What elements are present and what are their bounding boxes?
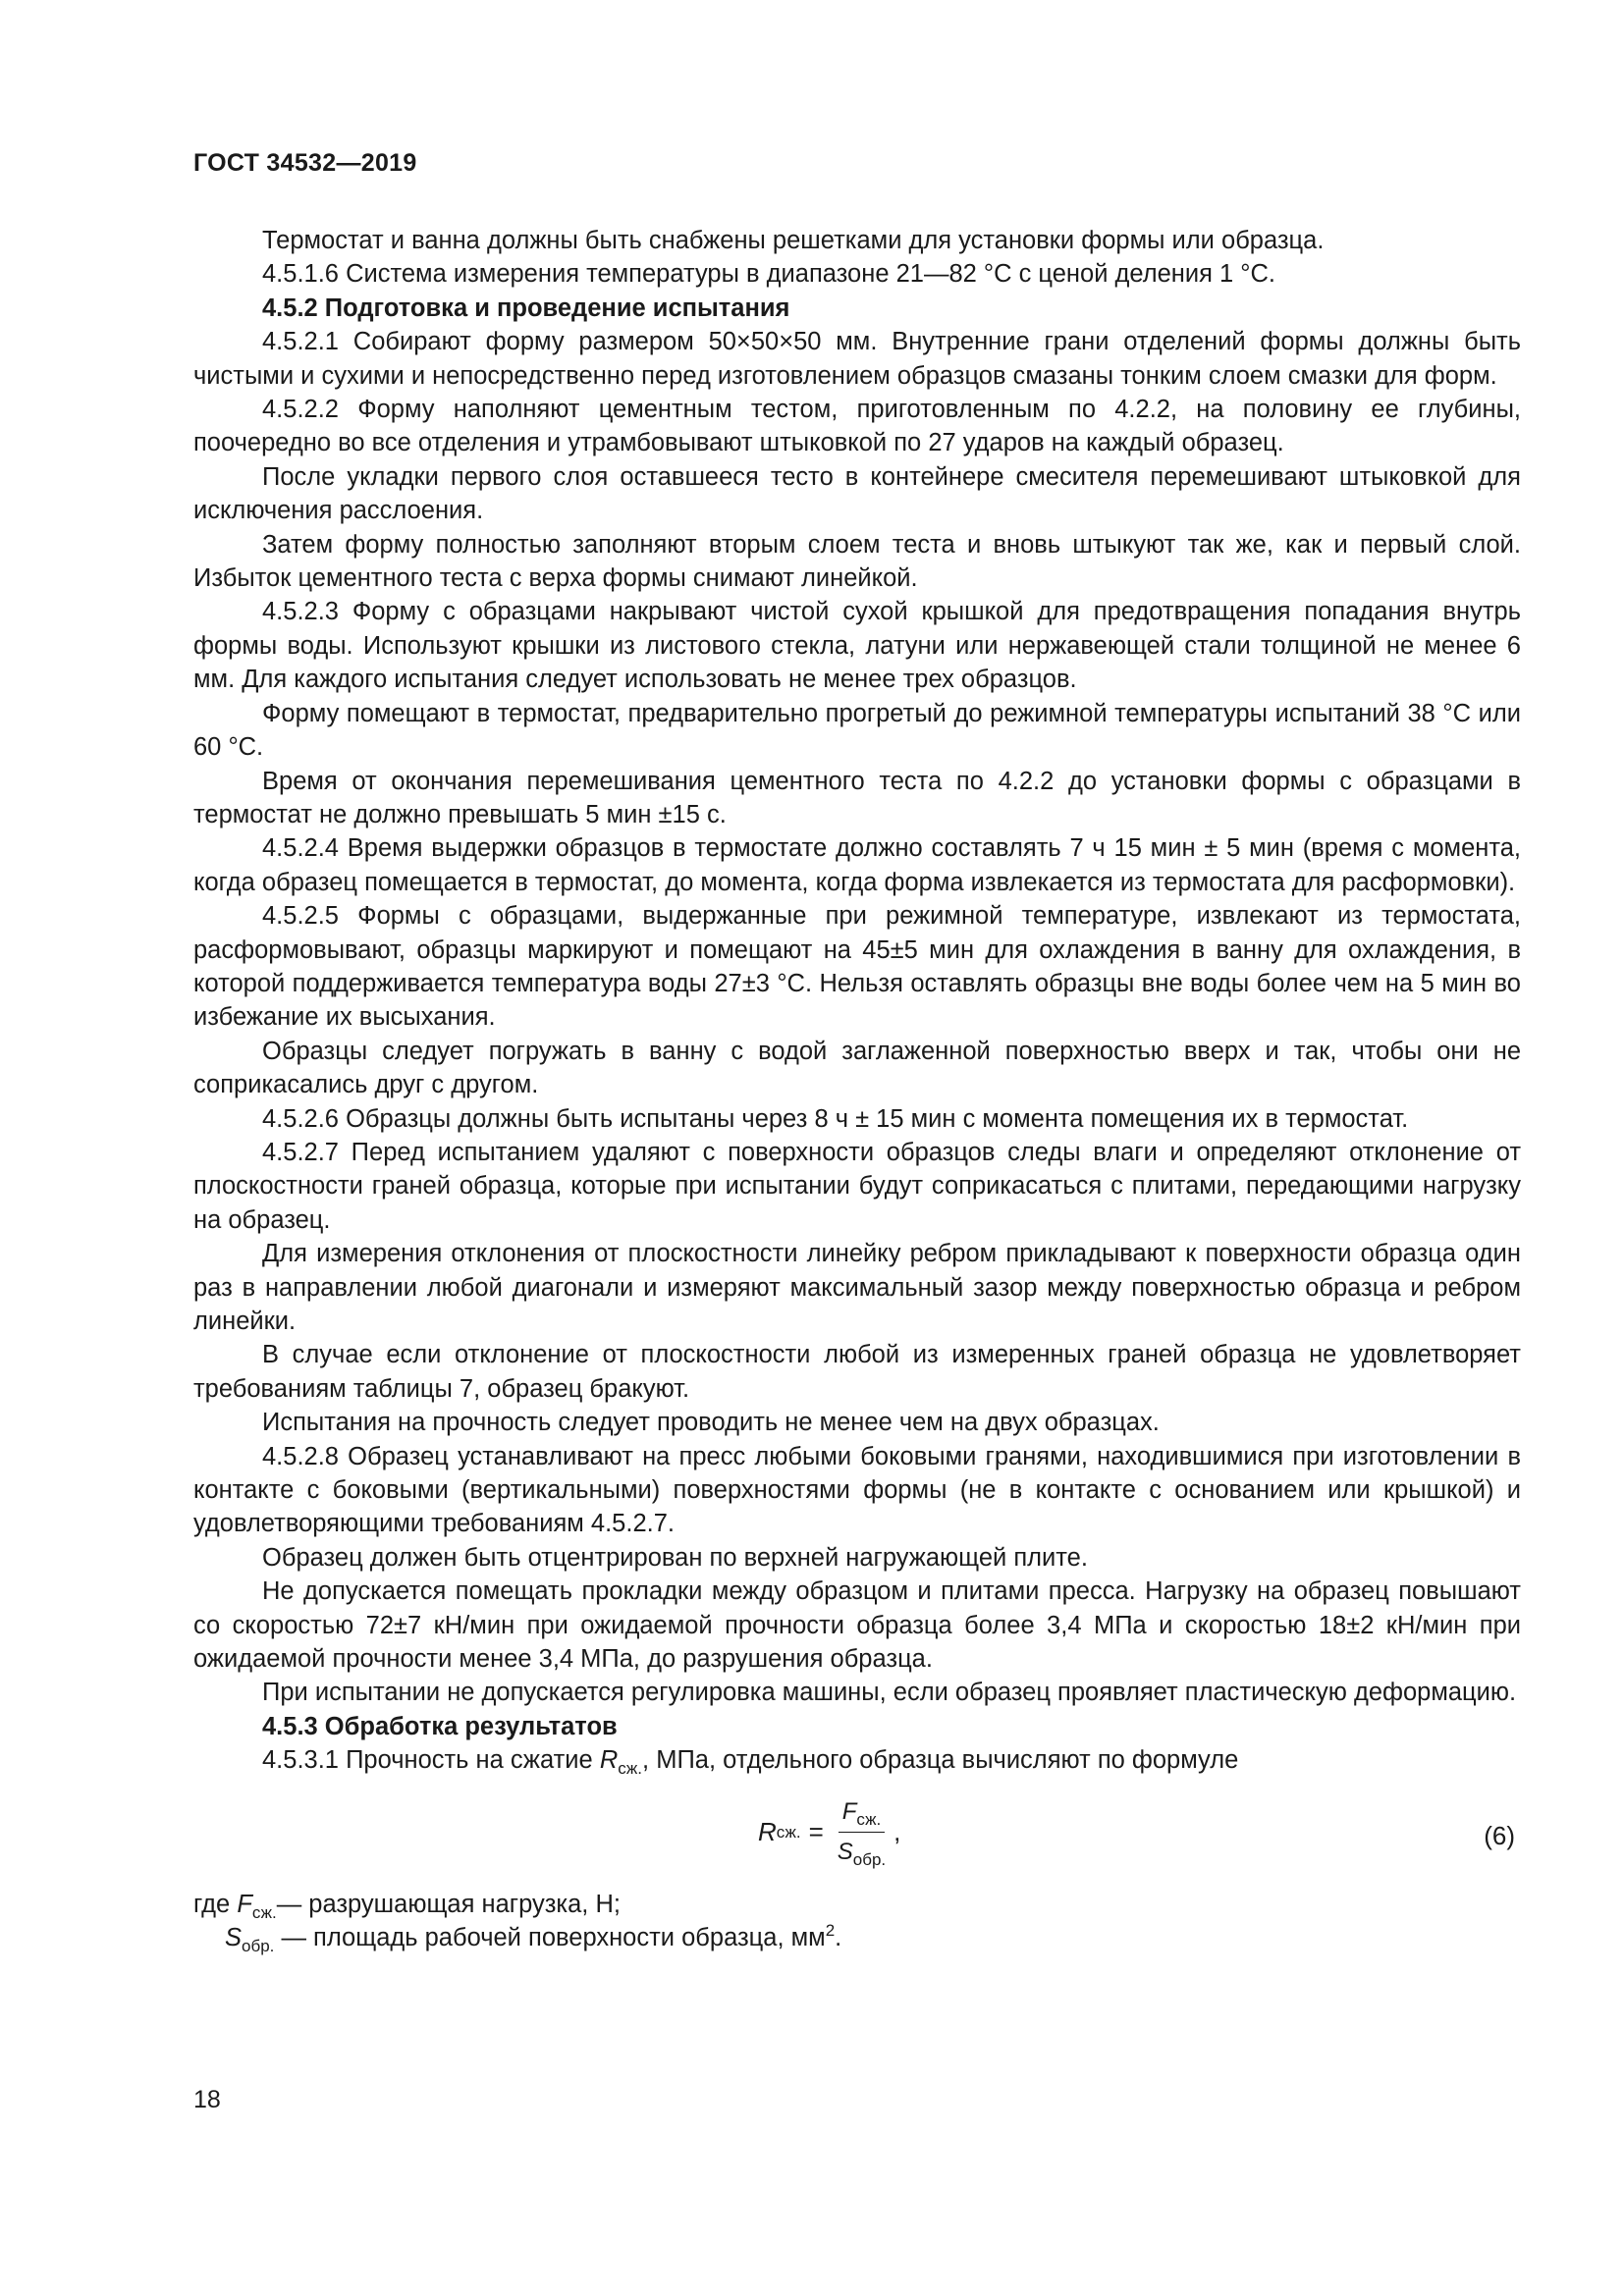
clause-4-5-2-7: 4.5.2.7 Перед испытанием удаляют с поверхности образцов следы влаги и определяют отклонение от плоскостности граней образца, которые при испытании будут соприкасаться с плитами, передающими нагрузку на образец. (193, 1138, 1521, 1234)
denominator-symbol: S (837, 1839, 853, 1866)
paragraph: Форму помещают в термостат, предварительно прогретый до режимной температуры испытаний 38 °С или 60 °С. (193, 699, 1521, 762)
page-number: 18 (193, 2086, 221, 2113)
where-line-force (193, 1888, 1521, 1921)
formula-expression: R сж. = $\frac{F_{сж.}}{S_{обр.}}$ , (758, 1795, 900, 1870)
denominator-sub: обр. (852, 1850, 887, 1870)
document-body (193, 224, 1521, 1955)
clause-4-5-3-1 (193, 1743, 1521, 1777)
section-heading-4-5-3: 4.5.3 Обработка результатов (262, 1712, 618, 1740)
clause-4-5-2-1: 4.5.2.1 Собирают форму размером 50×50×50 мм. Внутренние грани отделений формы должны быть чистыми и сухими и непосредственно перед изготовлением образцов смазаны тонким слоем смазки для форм. (193, 328, 1521, 390)
fraction (834, 1795, 890, 1870)
paragraph: Термостат и ванна должны быть снабжены решетками для установки формы или образца. (262, 227, 1325, 254)
numerator-symbol: F (841, 1797, 857, 1825)
clause-4-5-1-6: 4.5.1.6 Система измерения температуры в диапазоне 21—82 °С с ценой деления 1 °С. (262, 260, 1275, 289)
paragraph: Время от окончания перемешивания цементного теста по 4.2.2 до установки формы с образцами в термостат не должно превышать 5 мин ±15 с. (193, 767, 1521, 828)
clause-4-5-2-6: 4.5.2.6 Образцы должны быть испытаны через 8 ч ± 15 мин с момента помещения их в термостат. (262, 1104, 1409, 1133)
symbol-f: F (237, 1890, 252, 1918)
clause-4-5-2-5: 4.5.2.5 Формы с образцами, выдержанные при режимной температуре, извлекают из термостата, расформовывают, образцы маркируют и помещают на 45±5 мин для охлаждения в ванну для охлаждения, в которой поддерживается температура воды 27±3 °С. Нельзя оставлять образцы вне воды более чем на 5 мин во избежание их высыхания. (193, 902, 1521, 1032)
equation-number: (6) (1484, 1820, 1515, 1850)
where-line-area (193, 1921, 1521, 1954)
paragraph: Не допускается помещать прокладки между образцом и плитами пресса. Нагрузку на образец повышают со скоростью 72±7 кН/мин при ожидаемой прочности образца более 3,4 МПа и скоростью 18±2 кН/мин при ожидаемой прочности менее 3,4 МПа, до разрушения образца. (193, 1577, 1521, 1674)
paragraph: При испытании не допускается регулировка машины, если образец проявляет пластическую деформацию. (262, 1679, 1517, 1707)
formula-6 (193, 1778, 1521, 1888)
paragraph: Образцы следует погружать в ванну с водой заглаженной поверхностью вверх и так, чтобы они не соприкасались друг с другом. (193, 1037, 1521, 1099)
superscript: 2 (825, 1921, 836, 1941)
section-heading-4-5-2: 4.5.2 Подготовка и проведение испытания (262, 294, 790, 322)
subscript: сж. (618, 1759, 643, 1779)
subscript: обр. (242, 1937, 275, 1956)
formula-lhs: R (758, 1817, 777, 1847)
clause-4-5-2-8: 4.5.2.8 Образец устанавливают на пресс любыми боковыми гранями, находившимися при изготовлении в контакте с боковыми (вертикальными) поверхностями формы (не в контакте с основанием или крышкой) и удовлетворяющими требованиям 4.5.2.7. (193, 1442, 1521, 1538)
clause-4-5-2-2: 4.5.2.2 Форму наполняют цементным тестом, приготовленным по 4.2.2, на половину ее глубины, поочередно во все отделения и утрамбовывают штыковкой по 27 ударов на каждый образец. (193, 396, 1521, 457)
paragraph: После укладки первого слоя оставшееся тесто в контейнере смесителя перемешивают штыковкой для исключения расслоения. (193, 462, 1521, 525)
denominator (834, 1833, 890, 1869)
clause-text: 4.5.3.1 Прочность на сжатие (262, 1746, 600, 1775)
where-end: . (835, 1924, 842, 1952)
paragraph: Для измерения отклонения от плоскостности линейку ребром прикладывают к поверхности образца один раз в направлении любой диагонали и измеряют максимальный зазор между поверхностью образца и ребром линейки. (193, 1240, 1521, 1335)
paragraph: В случае если отклонение от плоскостности любой из измеренных граней образца не удовлетворяет требованиям таблицы 7, образец бракуют. (193, 1341, 1521, 1403)
document-header: ГОСТ 34532—2019 (193, 149, 417, 177)
where-prefix: где (193, 1890, 238, 1918)
paragraph: Затем форму полностью заполняют вторым слоем теста и вновь штыкуют так же, как и первый слой. Избыток цементного теста с верха формы снимают линейкой. (193, 530, 1521, 593)
formula-trailing-comma: , (893, 1817, 901, 1847)
paragraph: Образец должен быть отцентрирован по верхней нагружающей плите. (262, 1543, 1088, 1572)
numerator (839, 1795, 885, 1833)
subscript: сж. (251, 1902, 277, 1922)
symbol-r: R (599, 1746, 619, 1775)
where-text: — площадь рабочей поверхности образца, мм (274, 1924, 826, 1952)
clause-text: , МПа, отдельного образца вычисляют по формуле (642, 1746, 1239, 1775)
paragraph: Испытания на прочность следует проводить не менее чем на двух образцах. (262, 1409, 1160, 1437)
symbol-s: S (225, 1924, 243, 1952)
clause-4-5-2-4: 4.5.2.4 Время выдержки образцов в термостате должно составлять 7 ч 15 мин ± 5 мин (время с момента, когда образец помещается в термостат, до момента, когда форма извлекается из термостата для расформовки). (193, 834, 1521, 896)
equals-sign: = (808, 1817, 824, 1847)
numerator-sub: сж. (856, 1809, 882, 1829)
where-text: — разрушающая нагрузка, Н; (276, 1890, 621, 1918)
clause-4-5-2-3: 4.5.2.3 Форму с образцами накрывают чистой сухой крышкой для предотвращения попадания внутрь формы воды. Используют крышки из листового стекла, латуни или нержавеющей стали толщиной не менее 6 мм. Для каждого испытания следует использовать не менее трех образцов. (193, 598, 1521, 694)
